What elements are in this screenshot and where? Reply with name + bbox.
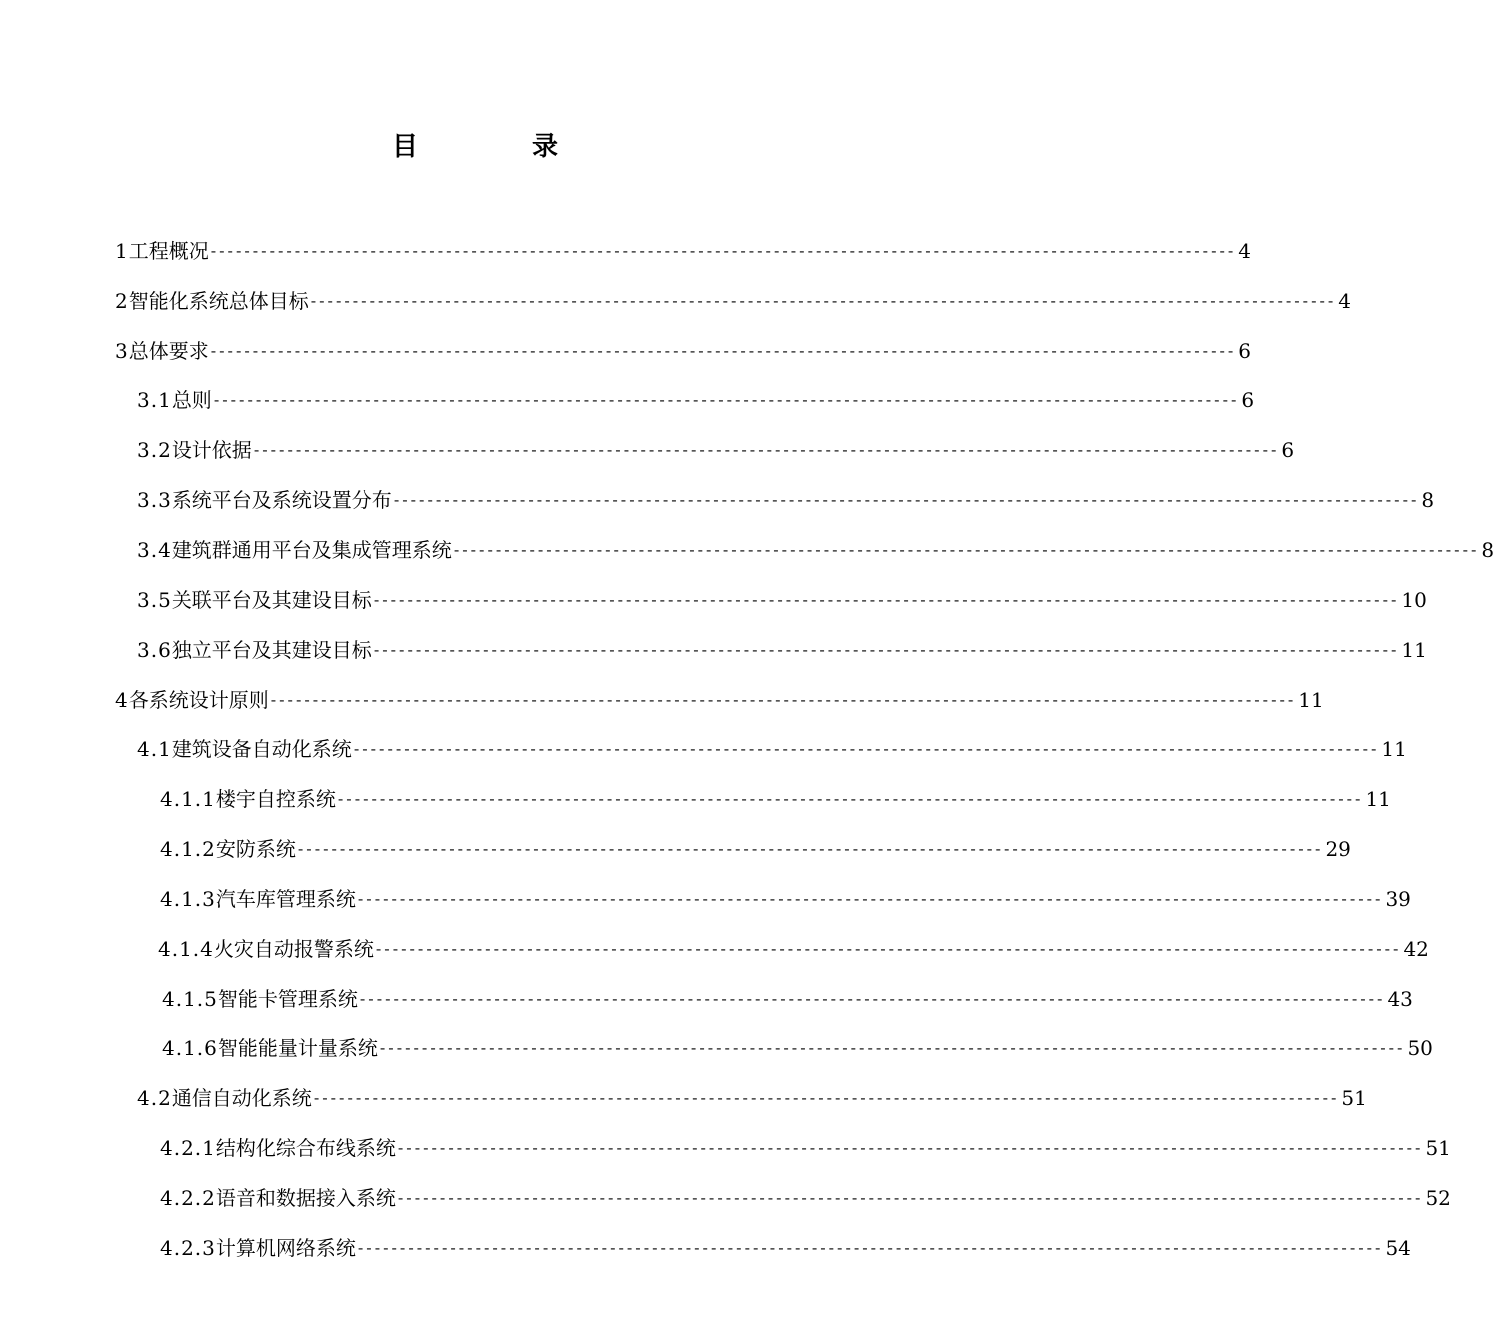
- dot-leader: --------------------------------------------------------------------------------------------------------------------------: [357, 888, 1384, 908]
- toc-entry-label: 结构化综合布线系统: [215, 1136, 396, 1161]
- dot-leader: --------------------------------------------------------------------------------------------------------------------------: [359, 988, 1386, 1008]
- toc-entry-label: 建筑设备自动化系统: [171, 737, 352, 762]
- toc-entry-page: 39: [1385, 886, 1411, 911]
- dot-leader: --------------------------------------------------------------------------------------------------------------------------: [393, 490, 1420, 510]
- dot-leader: --------------------------------------------------------------------------------------------------------------------------: [397, 1138, 1424, 1158]
- toc-entry-label: 总则: [171, 388, 212, 413]
- toc-entry-page: 8: [1421, 488, 1435, 513]
- toc-entry-label: 关联平台及其建设目标: [171, 587, 372, 612]
- dot-leader: --------------------------------------------------------------------------------------------------------------------------: [373, 639, 1400, 659]
- toc-entry-number: 1: [115, 238, 129, 263]
- toc-entry-number: 4.1.2: [160, 837, 216, 862]
- toc-entry[interactable]: [0, 1123, 1451, 1173]
- toc-entry-page: 51: [1425, 1136, 1451, 1161]
- toc-entry-label: 语音和数据接入系统: [215, 1185, 396, 1210]
- toc-entry-number: 3.2: [137, 438, 172, 463]
- toc-entry-page: 43: [1387, 986, 1413, 1011]
- dot-leader: --------------------------------------------------------------------------------------------------------------------------: [210, 340, 1237, 360]
- toc-entry[interactable]: [0, 724, 1407, 774]
- toc-entry-page: 11: [1381, 737, 1407, 762]
- dot-leader: --------------------------------------------------------------------------------------------------------------------------: [353, 739, 1380, 759]
- toc-entry[interactable]: [0, 774, 1391, 824]
- toc-entry-page: 6: [1281, 438, 1295, 463]
- toc-entry[interactable]: [0, 1024, 1433, 1074]
- toc-entry[interactable]: [0, 575, 1427, 625]
- dot-leader: --------------------------------------------------------------------------------------------------------------------------: [270, 689, 1297, 709]
- toc-entry-page: 50: [1407, 1036, 1433, 1061]
- toc-entry-number: 4: [115, 687, 129, 712]
- toc-entry[interactable]: [0, 625, 1427, 675]
- toc-entry[interactable]: [0, 974, 1413, 1024]
- dot-leader: --------------------------------------------------------------------------------------------------------------------------: [210, 240, 1237, 260]
- dot-leader: --------------------------------------------------------------------------------------------------------------------------: [253, 440, 1280, 460]
- toc-entry[interactable]: [0, 425, 1295, 475]
- toc-entry-page: 11: [1401, 637, 1427, 662]
- toc-entry-label: 设计依据: [171, 438, 252, 463]
- toc-entry-page: 42: [1403, 936, 1429, 961]
- toc-entry[interactable]: [0, 326, 1252, 376]
- toc-entry-page: 11: [1365, 787, 1391, 812]
- toc-entry-label: 系统平台及系统设置分布: [171, 488, 392, 513]
- toc-entry-label: 安防系统: [215, 837, 296, 862]
- toc-entry-label: 楼宇自控系统: [215, 787, 336, 812]
- dot-leader: --------------------------------------------------------------------------------------------------------------------------: [310, 290, 1337, 310]
- dot-leader: --------------------------------------------------------------------------------------------------------------------------: [453, 539, 1480, 559]
- dot-leader: --------------------------------------------------------------------------------------------------------------------------: [379, 1038, 1406, 1058]
- toc-entry-label: 各系统设计原则: [128, 687, 269, 712]
- dot-leader: --------------------------------------------------------------------------------------------------------------------------: [297, 839, 1324, 859]
- toc-list: [0, 226, 1494, 1273]
- toc-entry[interactable]: [0, 226, 1252, 276]
- dot-leader: --------------------------------------------------------------------------------------------------------------------------: [373, 589, 1400, 609]
- toc-entry-number: 4.1.6: [162, 1036, 218, 1061]
- toc-entry-number: 4.2.3: [160, 1235, 216, 1260]
- toc-entry-label: 工程概况: [128, 238, 209, 263]
- toc-entry[interactable]: [0, 1073, 1367, 1123]
- toc-entry-page: 10: [1401, 587, 1427, 612]
- toc-entry-number: 4.1.4: [158, 936, 214, 961]
- toc-entry-label: 独立平台及其建设目标: [171, 637, 372, 662]
- page-title: 目 录: [391, 132, 602, 162]
- toc-entry-page: 4: [1338, 288, 1352, 313]
- toc-entry-number: 4.2: [137, 1086, 172, 1111]
- toc-entry-page: 6: [1241, 388, 1255, 413]
- toc-entry-label: 智能化系统总体目标: [128, 288, 309, 313]
- toc-entry-number: 3.1: [137, 388, 172, 413]
- dot-leader: --------------------------------------------------------------------------------------------------------------------------: [213, 390, 1240, 410]
- toc-entry-number: 4.1.1: [160, 787, 216, 812]
- toc-entry-page: 54: [1385, 1235, 1411, 1260]
- toc-entry[interactable]: [0, 525, 1494, 575]
- toc-entry[interactable]: [0, 376, 1255, 426]
- toc-entry-number: 4.1.5: [162, 986, 218, 1011]
- toc-entry-page: 29: [1325, 837, 1351, 862]
- toc-entry[interactable]: [0, 874, 1411, 924]
- toc-entry-number: 3.5: [137, 587, 172, 612]
- toc-entry[interactable]: [0, 1223, 1411, 1273]
- toc-entry-label: 总体要求: [128, 338, 209, 363]
- toc-entry-number: 3.3: [137, 488, 172, 513]
- toc-entry-page: 11: [1298, 687, 1324, 712]
- dot-leader: --------------------------------------------------------------------------------------------------------------------------: [375, 938, 1402, 958]
- toc-entry-number: 4.1.3: [160, 886, 216, 911]
- toc-entry[interactable]: [0, 1173, 1451, 1223]
- dot-leader: --------------------------------------------------------------------------------------------------------------------------: [313, 1088, 1340, 1108]
- toc-entry-label: 计算机网络系统: [215, 1235, 356, 1260]
- toc-entry-page: 6: [1238, 338, 1252, 363]
- toc-entry[interactable]: [0, 924, 1429, 974]
- toc-entry-label: 通信自动化系统: [171, 1086, 312, 1111]
- toc-entry-label: 智能能量计量系统: [217, 1036, 378, 1061]
- toc-entry-number: 4.2.1: [160, 1136, 216, 1161]
- toc-entry-number: 3: [115, 338, 129, 363]
- toc-entry-label: 火灾自动报警系统: [213, 936, 374, 961]
- toc-entry[interactable]: [0, 675, 1324, 725]
- dot-leader: --------------------------------------------------------------------------------------------------------------------------: [397, 1187, 1424, 1207]
- toc-entry-number: 4.1: [137, 737, 172, 762]
- dot-leader: --------------------------------------------------------------------------------------------------------------------------: [337, 789, 1364, 809]
- toc-entry[interactable]: [0, 276, 1352, 326]
- toc-entry-label: 智能卡管理系统: [217, 986, 358, 1011]
- toc-entry[interactable]: [0, 824, 1351, 874]
- toc-entry-label: 建筑群通用平台及集成管理系统: [171, 537, 452, 562]
- toc-entry-number: 2: [115, 288, 129, 313]
- toc-entry-page: 52: [1425, 1185, 1451, 1210]
- toc-entry[interactable]: [0, 475, 1435, 525]
- dot-leader: --------------------------------------------------------------------------------------------------------------------------: [357, 1237, 1384, 1257]
- toc-entry-number: 3.6: [137, 637, 172, 662]
- toc-entry-label: 汽车库管理系统: [215, 886, 356, 911]
- toc-entry-page: 51: [1341, 1086, 1367, 1111]
- toc-entry-page: 4: [1238, 238, 1252, 263]
- toc-entry-page: 8: [1481, 537, 1494, 562]
- toc-entry-number: 3.4: [137, 537, 172, 562]
- toc-entry-number: 4.2.2: [160, 1185, 216, 1210]
